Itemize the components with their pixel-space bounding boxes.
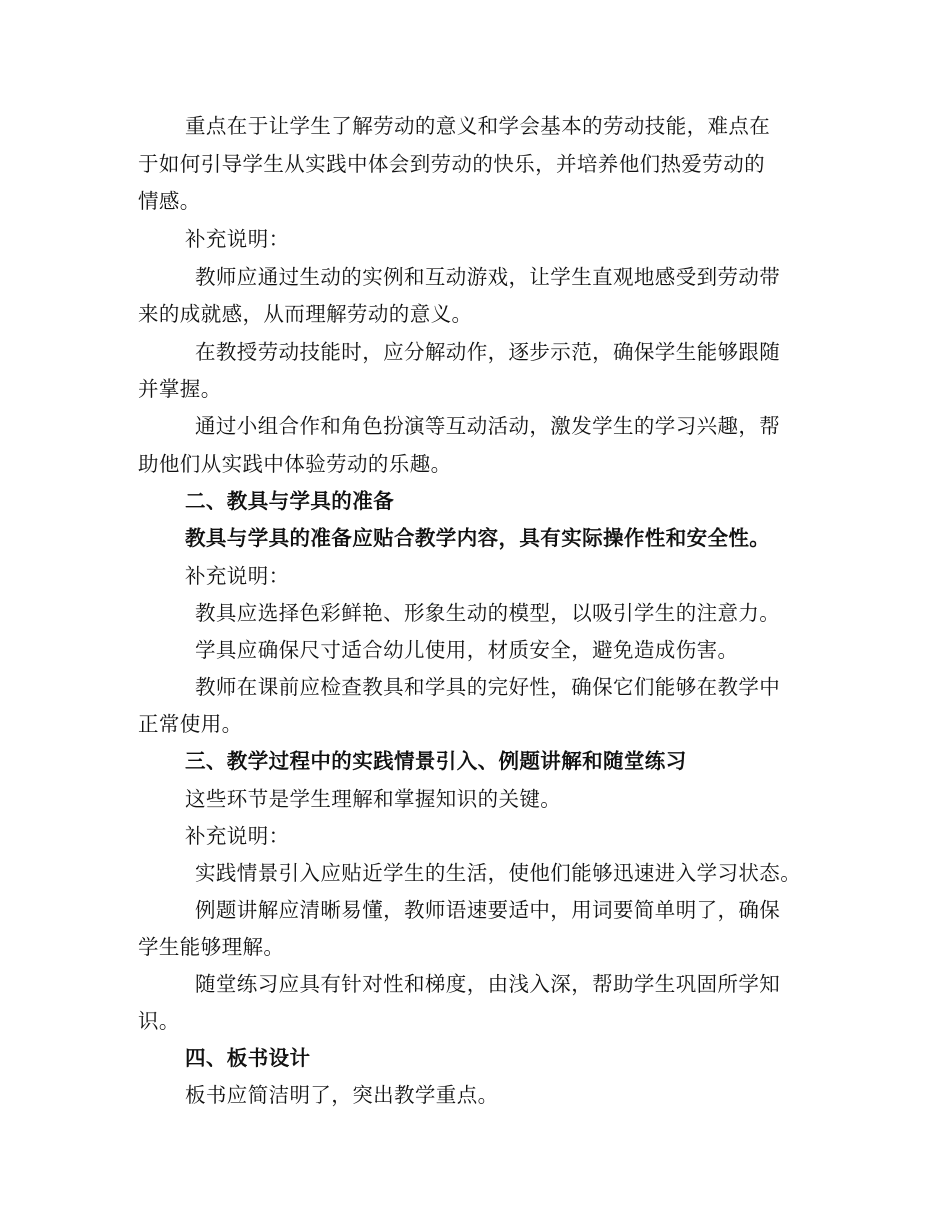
section-heading-2: 二、教具与学具的准备	[185, 489, 394, 513]
paragraph-examples-line-1: 教师应通过生动的实例和互动游戏，让学生直观地感受到劳动带	[195, 265, 781, 289]
note-label-1: 补充说明：	[185, 227, 290, 251]
paragraph-activities-line-2: 助他们从实践中体验劳动的乐趣。	[138, 452, 452, 476]
paragraph-learning-aids: 学具应确保尺寸适合幼儿使用，材质安全，避免造成伤害。	[195, 638, 739, 662]
paragraph-examples-explain-line-2: 学生能够理解。	[138, 935, 285, 959]
paragraph-skills-line-1: 在教授劳动技能时，应分解动作，逐步示范，确保学生能够跟随	[195, 340, 781, 364]
paragraph-skills-line-2: 并掌握。	[138, 377, 222, 401]
paragraph-activities-line-1: 通过小组合作和角色扮演等互动活动，激发学生的学习兴趣，帮	[195, 414, 781, 438]
section-heading-4: 四、板书设计	[185, 1046, 311, 1070]
paragraph-check-aids-line-2: 正常使用。	[138, 712, 243, 736]
note-label-3: 补充说明：	[185, 824, 290, 848]
paragraph-scenario: 实践情景引入应贴近学生的生活，使他们能够迅速进入学习状态。	[195, 861, 802, 885]
paragraph-practice-line-1: 随堂练习应具有针对性和梯度，由浅入深，帮助学生巩固所学知	[195, 972, 781, 996]
paragraph-practice-line-2: 识。	[138, 1009, 180, 1033]
section-3-summary: 这些环节是学生理解和掌握知识的关键。	[185, 787, 562, 811]
paragraph-examples-line-2: 来的成就感，从而理解劳动的意义。	[138, 302, 473, 326]
section-4-summary: 板书应简洁明了，突出教学重点。	[185, 1083, 499, 1107]
paragraph-focus-line-2: 于如何引导学生从实践中体会到劳动的快乐，并培养他们热爱劳动的	[138, 152, 765, 176]
paragraph-check-aids-line-1: 教师在课前应检查教具和学具的完好性，确保它们能够在教学中	[195, 675, 781, 699]
paragraph-teaching-aids: 教具应选择色彩鲜艳、形象生动的模型，以吸引学生的注意力。	[195, 601, 781, 625]
section-heading-3: 三、教学过程中的实践情景引入、例题讲解和随堂练习	[185, 749, 687, 773]
paragraph-examples-explain-line-1: 例题讲解应清晰易懂，教师语速要适中，用词要简单明了，确保	[195, 898, 781, 922]
note-label-2: 补充说明：	[185, 564, 290, 588]
section-2-summary: 教具与学具的准备应贴合教学内容，具有实际操作性和安全性。	[185, 526, 771, 550]
paragraph-focus-line-3: 情感。	[138, 189, 201, 213]
paragraph-focus-line-1: 重点在于让学生了解劳动的意义和学会基本的劳动技能，难点在	[185, 114, 771, 138]
